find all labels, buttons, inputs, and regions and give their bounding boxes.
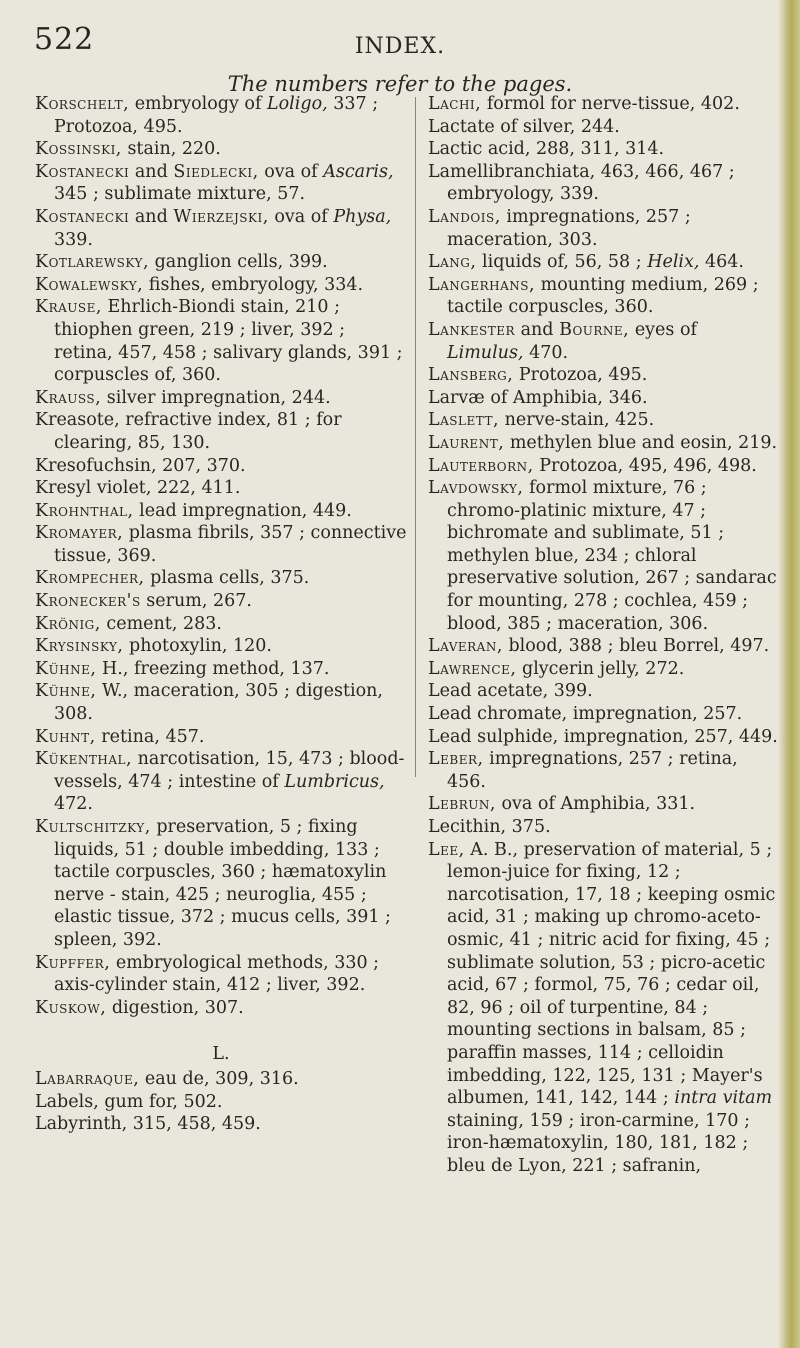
entry-name: Kostanecki	[35, 161, 130, 182]
index-entry	[35, 409, 407, 454]
entry-name: Bourne,	[559, 319, 630, 340]
index-note: The numbers refer to the pages.	[227, 72, 573, 96]
index-entry	[428, 206, 778, 251]
index-entry	[35, 251, 407, 274]
entry-text: lead impregnation, 449.	[133, 500, 352, 521]
entry-text: 339.	[54, 229, 93, 250]
entry-name: Korschelt,	[35, 94, 130, 114]
entry-text: liquids of, 56, 58 ;	[476, 252, 648, 273]
entry-name: Kühne,	[35, 658, 97, 679]
index-entry	[428, 432, 778, 455]
entry-text: Lamellibranchiata, 463, 466, 467 ; embryology, 339.	[428, 161, 735, 205]
entry-name: Krompecher,	[35, 568, 145, 589]
index-entry	[428, 364, 778, 387]
index-entry	[35, 500, 407, 523]
entry-text: and	[515, 319, 560, 340]
entry-text: Lead sulphide, impregnation, 257, 449.	[428, 726, 778, 747]
entry-text: retina, 457.	[95, 726, 205, 747]
entry-text: embryological methods, 330 ; axis-cylinder stain, 412 ; liver, 392.	[54, 952, 380, 996]
index-entry	[35, 748, 407, 816]
entry-text: silver impregnation, 244.	[101, 387, 331, 408]
index-entry	[35, 161, 407, 206]
entry-text: photoxylin, 120.	[123, 636, 272, 657]
index-entry	[35, 635, 407, 658]
right-column	[428, 93, 778, 1178]
left-column	[35, 93, 407, 1136]
index-entry	[428, 477, 778, 635]
entry-name: Lankester	[428, 319, 516, 340]
entry-name: Lee,	[428, 839, 465, 860]
entry-text: and	[129, 206, 174, 227]
entry-name: Lauterborn,	[428, 455, 534, 476]
index-entry	[35, 477, 407, 500]
index-entry	[428, 274, 778, 319]
index-entry	[35, 952, 407, 997]
index-entry	[428, 635, 778, 658]
entry-name: Lachi,	[428, 94, 482, 114]
entry-name: Lebrun,	[428, 794, 496, 815]
entry-text: 472.	[54, 794, 93, 815]
entry-name: Krauss,	[35, 387, 102, 408]
entry-name: Lawrence,	[428, 658, 517, 679]
entry-name: Krysinsky,	[35, 636, 124, 657]
index-entry	[35, 1113, 407, 1136]
index-entry	[428, 138, 778, 161]
index-entry	[428, 161, 778, 206]
entry-name: Laurent,	[428, 432, 505, 453]
entry-text: nerve-stain, 425.	[499, 410, 655, 431]
entry-text: methylen blue and eosin, 219.	[504, 432, 778, 453]
entry-text: ova of Amphibia, 331.	[495, 794, 696, 815]
entry-name: Krönig,	[35, 613, 101, 634]
index-entry	[35, 613, 407, 636]
entry-text: Lactic acid, 288, 311, 314.	[428, 139, 665, 160]
index-entry	[35, 658, 407, 681]
entry-text: eyes of	[629, 319, 697, 340]
entry-name: Laveran,	[428, 636, 503, 657]
entry-name: Krohnthal,	[35, 500, 134, 521]
entry-text: 464.	[699, 252, 744, 273]
index-entry	[428, 387, 778, 410]
entry-text: Lead acetate, 399.	[428, 681, 593, 702]
entry-text: Protozoa, 495, 496, 498.	[533, 455, 757, 476]
entry-text: W., maceration, 305 ; digestion, 308.	[54, 681, 383, 725]
entry-text: ganglion cells, 399.	[149, 252, 328, 273]
entry-text: A. B., preservation of material, 5 ; lemon-juice for fixing, 12 ; narcotisation, 17, 18 ; keeping osmic acid, 31 ; making up chromo-aceto-osmic, 41 ; nitric acid for fixing, 45 ; sublimate solution, 53 ; picro-acetic acid, 67 ; formol, 75, 76 ; cedar oil, 82, 96 ; oil of turpentine, 84 ; mounting sections in balsam, 85 ; paraffin masses, 114 ; celloidin imbedding, 122, 125, 131 ; Mayer's albumen, 141, 142, 144 ;	[447, 839, 776, 1109]
entry-name: Kowalewsky,	[35, 274, 144, 295]
entry-text: Kresyl violet, 222, 411.	[35, 478, 241, 499]
index-entry	[428, 658, 778, 681]
entry-text: impregnations, 257 ; maceration, 303.	[447, 206, 691, 250]
entry-text: Kresofuchsin, 207, 370.	[35, 455, 246, 476]
letter-heading: L.	[212, 1044, 230, 1065]
index-entry	[428, 455, 778, 478]
index-entry	[428, 816, 778, 839]
entry-name: Kupffer,	[35, 952, 111, 973]
entry-text: formol mixture, 76 ; chromo-platinic mixture, 47 ; bichromate and sublimate, 51 ; methylen blue, 234 ; chloral preservative solution, 267 ; sandarac for mounting, 278 ; cochlea, 459 ; blood, 385 ; maceration, 306.	[447, 478, 777, 634]
index-entry	[35, 206, 407, 251]
entry-text: preservation, 5 ; fixing liquids, 51 ; double imbedding, 133 ; tactile corpuscles, 360 ; hæmatoxylin nerve - stain, 425 ; neuroglia, 455 ; elastic tissue, 372 ; mucus cells, 391 ; spleen, 392.	[54, 817, 391, 950]
entry-text: Labels, gum for, 502.	[35, 1091, 223, 1112]
entry-italic: Ascaris,	[323, 161, 394, 182]
entry-text: Labyrinth, 315, 458, 459.	[35, 1114, 261, 1135]
index-entry	[428, 409, 778, 432]
index-entry	[428, 251, 778, 274]
entry-text: and	[129, 161, 174, 182]
entry-name: Laslett,	[428, 410, 500, 431]
entry-name: Lang,	[428, 252, 477, 273]
entry-name: Leber,	[428, 749, 484, 770]
entry-name: Kükenthal,	[35, 749, 133, 770]
index-entry	[428, 793, 778, 816]
entry-name: Krause,	[35, 297, 102, 318]
entry-text: digestion, 307.	[106, 997, 244, 1018]
entry-text: 345 ; sublimate mixture, 57.	[54, 184, 306, 205]
entry-text: stain, 220.	[121, 139, 221, 160]
index-entry	[428, 703, 778, 726]
index-entry	[35, 522, 407, 567]
entry-name: Kühne,	[35, 681, 97, 702]
entry-name: Kuskow,	[35, 997, 107, 1018]
entry-name: Langerhans,	[428, 274, 536, 295]
entry-text: Kreasote, refractive index, 81 ; for clearing, 85, 130.	[35, 410, 342, 453]
entry-name: Kultschitzky,	[35, 817, 151, 837]
entry-text: Protozoa, 495.	[513, 365, 648, 386]
entry-italic: intra vitam	[674, 1088, 773, 1109]
index-entry	[35, 567, 407, 590]
entry-name: Siedlecki,	[173, 161, 259, 182]
index-entry	[35, 1091, 407, 1114]
entry-name: Kostanecki	[35, 206, 130, 227]
entry-name: Lansberg,	[428, 365, 514, 386]
index-entry	[35, 274, 407, 297]
entry-name: Landois,	[428, 206, 501, 227]
index-entry	[35, 387, 407, 410]
entry-name: Kuhnt,	[35, 726, 96, 747]
entry-text: formol for nerve-tissue, 402.	[481, 94, 740, 114]
index-entry	[428, 680, 778, 703]
index-entry	[35, 93, 407, 138]
index-entry	[35, 680, 407, 725]
entry-text: cement, 283.	[100, 613, 222, 634]
entry-italic: Physa,	[333, 206, 392, 227]
entry-italic: Helix,	[647, 252, 700, 273]
entry-name: Kotlarewsky,	[35, 252, 150, 273]
index-entry	[35, 455, 407, 478]
entry-text: 470.	[523, 342, 569, 363]
entry-text: serum, 267.	[140, 591, 252, 612]
index-entry	[35, 590, 407, 613]
entry-text: narcotisation, 15, 473 ; blood-vessels, 474 ; intestine of	[54, 749, 405, 792]
index-entry	[428, 839, 778, 1178]
entry-text: Larvæ of Amphibia, 346.	[428, 387, 648, 408]
entry-text: fishes, embryology, 334.	[143, 274, 364, 295]
entry-italic: Loligo,	[267, 94, 328, 114]
entry-text: embryology of	[129, 94, 268, 114]
index-entry	[428, 319, 778, 364]
index-entry	[35, 138, 407, 161]
index-entry	[428, 726, 778, 749]
entry-text: Lecithin, 375.	[428, 817, 551, 837]
index-entry	[35, 726, 407, 749]
entry-name: Kossinski,	[35, 139, 122, 160]
entry-name: Wierzejski,	[173, 206, 269, 227]
entry-name: Lavdowsky,	[428, 478, 524, 499]
left-entries-after	[35, 1068, 407, 1136]
index-entry	[35, 997, 407, 1020]
page-number: 522	[34, 22, 95, 57]
entry-text: impregnations, 257 ; retina, 456.	[447, 749, 738, 792]
entry-italic: Limulus,	[447, 342, 524, 363]
entry-text: mounting medium, 269 ; tactile corpuscles, 360.	[447, 274, 759, 318]
entry-text: Lactate of silver, 244.	[428, 116, 620, 137]
entry-text: 337 ; Protozoa, 495.	[54, 94, 379, 137]
entry-text: plasma fibrils, 357 ; connective tissue, 369.	[54, 523, 407, 566]
entry-text: Ehrlich-Biondi stain, 210 ; thiophen green, 219 ; liver, 392 ; retina, 457, 458 ; salivary glands, 391 ; corpuscles of, 360.	[54, 297, 403, 386]
index-entry	[35, 1068, 407, 1091]
entry-text: ova of	[258, 161, 324, 182]
entry-text: blood, 388 ; bleu Borrel, 497.	[502, 636, 770, 657]
index-entry	[428, 93, 778, 116]
running-header: INDEX.	[354, 34, 446, 59]
entry-text: ova of	[268, 206, 334, 227]
column-rule	[415, 97, 416, 777]
index-entry	[35, 816, 407, 952]
entry-text: glycerin jelly, 272.	[516, 658, 685, 679]
entry-name: Labarraque,	[35, 1068, 140, 1089]
index-entry	[428, 748, 778, 793]
right-entries	[428, 93, 778, 1178]
entry-name: Kromayer,	[35, 523, 124, 544]
page-edge	[778, 0, 800, 1348]
index-entry	[35, 296, 407, 386]
entry-text: H., freezing method, 137.	[96, 658, 330, 679]
entry-italic: Lumbricus,	[284, 771, 385, 792]
entry-name: Kronecker's	[35, 591, 141, 612]
entry-text: staining, 159 ; iron-carmine, 170 ; iron-hæmatoxylin, 180, 181, 182 ; bleu de Lyon, 221 ; safranin,	[447, 1110, 751, 1176]
left-entries	[35, 93, 407, 1019]
entry-text: plasma cells, 375.	[144, 568, 310, 589]
entry-text: eau de, 309, 316.	[139, 1068, 299, 1089]
entry-text: Lead chromate, impregnation, 257.	[428, 704, 743, 725]
index-entry	[428, 116, 778, 139]
